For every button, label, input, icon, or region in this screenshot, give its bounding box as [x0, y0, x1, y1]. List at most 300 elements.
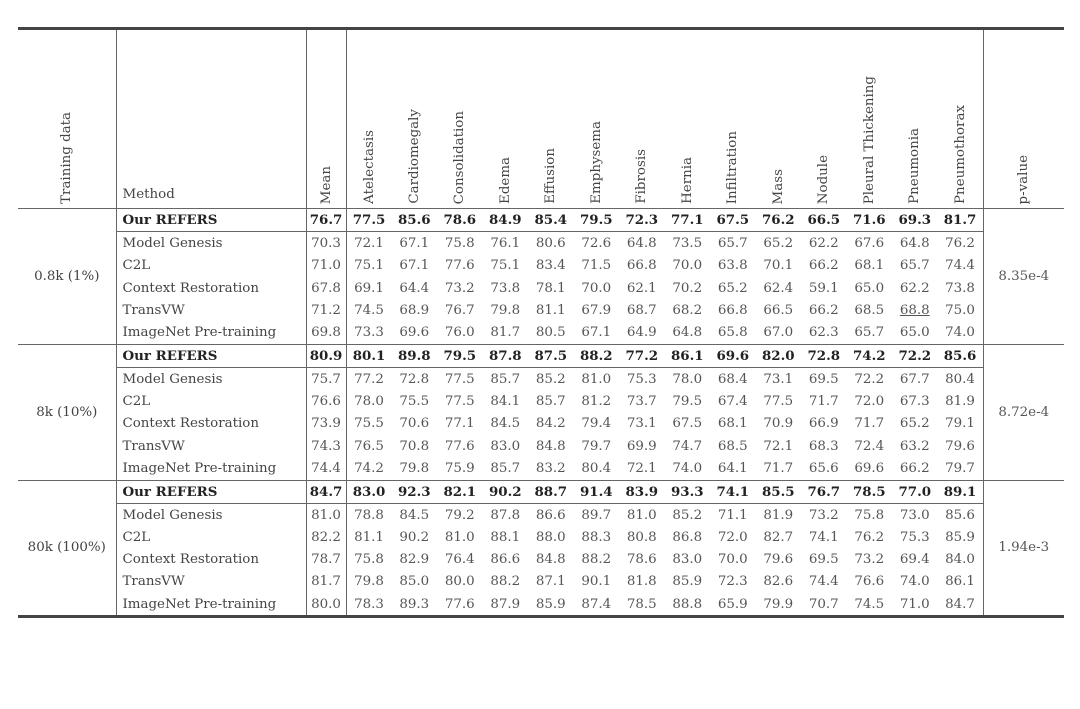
value-text: 69.6 [854, 460, 885, 476]
value-cell [665, 526, 711, 548]
value-text: 66.8 [626, 258, 657, 274]
value-text: 81.7 [490, 325, 521, 341]
p-value-cell: 8.35e-4 [983, 209, 1064, 345]
mean-cell: 75.7 [306, 368, 346, 391]
value-text: 80.0 [444, 574, 475, 590]
value-text: 73.8 [490, 280, 521, 296]
value-text: 73.8 [945, 280, 975, 296]
value-text: 65.2 [763, 235, 794, 251]
value-cell [574, 457, 620, 480]
value-cell [346, 526, 392, 548]
value-cell [801, 503, 847, 526]
value-cell [665, 232, 711, 255]
mean-cell: 71.2 [306, 299, 346, 321]
value-text: 72.8 [399, 371, 430, 387]
table-row [18, 277, 1064, 299]
value-cell [892, 413, 938, 435]
value-text: 68.3 [808, 438, 839, 454]
value-cell [847, 344, 893, 367]
value-cell [938, 593, 984, 617]
mean-cell: 74.4 [306, 457, 346, 480]
value-cell [528, 232, 574, 255]
value-cell [938, 344, 984, 367]
header-disease: Infiltration [710, 29, 756, 209]
value-text: 83.0 [352, 483, 386, 500]
mean-cell: 81.0 [306, 503, 346, 526]
value-cell [756, 593, 802, 617]
value-cell [619, 593, 665, 617]
value-cell [437, 232, 483, 255]
value-cell [665, 593, 711, 617]
value-text: 89.7 [581, 507, 612, 523]
value-cell [938, 390, 984, 412]
value-text: 77.5 [352, 212, 386, 229]
value-text: 80.1 [352, 347, 386, 364]
header-mean: Mean [306, 29, 346, 209]
value-text: 84.1 [490, 394, 521, 410]
value-cell [619, 209, 665, 232]
value-cell [938, 503, 984, 526]
value-text: 81.9 [763, 507, 794, 523]
table-row [18, 390, 1064, 412]
value-text: 88.1 [490, 529, 521, 545]
value-cell [483, 232, 529, 255]
value-cell [619, 368, 665, 391]
value-text: 74.2 [354, 460, 384, 476]
method-cell: Model Genesis [116, 503, 306, 526]
value-cell [392, 299, 438, 321]
value-cell [528, 480, 574, 503]
value-text: 88.8 [672, 596, 703, 612]
value-cell [756, 321, 802, 344]
value-text: 73.3 [354, 325, 384, 341]
value-text: 81.8 [626, 574, 657, 590]
value-cell [892, 593, 938, 617]
value-cell [392, 548, 438, 570]
value-cell [346, 232, 392, 255]
value-cell [528, 277, 574, 299]
value-cell [392, 255, 438, 277]
value-cell [892, 435, 938, 457]
value-cell [892, 548, 938, 570]
value-text: 77.6 [444, 596, 475, 612]
header-disease: Nodule [801, 29, 847, 209]
value-text: 88.0 [535, 529, 566, 545]
value-text: 79.6 [945, 438, 975, 454]
value-text: 69.1 [354, 280, 384, 296]
value-text: 74.2 [852, 347, 886, 364]
table-row [18, 413, 1064, 435]
value-cell [619, 277, 665, 299]
table-row [18, 571, 1064, 593]
mean-cell: 69.8 [306, 321, 346, 344]
value-cell [619, 571, 665, 593]
table-row [18, 368, 1064, 391]
value-cell [528, 368, 574, 391]
value-cell [437, 548, 483, 570]
mean-cell: 74.3 [306, 435, 346, 457]
value-cell [437, 435, 483, 457]
value-cell [392, 344, 438, 367]
value-cell [892, 457, 938, 480]
value-text: 88.2 [490, 574, 521, 590]
value-text: 67.4 [717, 394, 748, 410]
value-text: 79.4 [581, 416, 612, 432]
value-text: 65.0 [854, 280, 885, 296]
value-text: 77.5 [444, 394, 475, 410]
value-text: 83.0 [490, 438, 521, 454]
mean-cell: 82.2 [306, 526, 346, 548]
value-text: 71.1 [717, 507, 748, 523]
value-cell [801, 390, 847, 412]
table-row [18, 457, 1064, 480]
value-text: 59.1 [808, 280, 839, 296]
value-text: 76.2 [945, 235, 975, 251]
value-text: 79.8 [490, 302, 521, 318]
value-text: 85.2 [672, 507, 703, 523]
value-text: 74.0 [899, 574, 930, 590]
value-text: 69.5 [808, 371, 839, 387]
value-text: 72.2 [898, 347, 932, 364]
value-cell [710, 503, 756, 526]
value-text: 76.1 [490, 235, 521, 251]
value-text: 73.5 [672, 235, 703, 251]
value-cell [574, 571, 620, 593]
value-text: 72.3 [625, 212, 659, 229]
value-text: 67.5 [672, 416, 703, 432]
value-cell [528, 503, 574, 526]
value-cell [847, 255, 893, 277]
value-text: 67.1 [399, 235, 430, 251]
value-cell [665, 413, 711, 435]
value-cell [437, 209, 483, 232]
value-text: 71.0 [899, 596, 930, 612]
value-cell [437, 457, 483, 480]
value-cell [847, 390, 893, 412]
header-disease: Effusion [528, 29, 574, 209]
p-value-cell: 1.94e-3 [983, 480, 1064, 617]
header-training-data: Training data [18, 29, 116, 209]
value-text: 85.4 [534, 212, 568, 229]
header-disease: Mass [756, 29, 802, 209]
value-cell [483, 548, 529, 570]
value-cell [574, 480, 620, 503]
mean-cell: 70.3 [306, 232, 346, 255]
value-cell [483, 413, 529, 435]
value-cell [892, 344, 938, 367]
value-text: 66.5 [763, 302, 794, 318]
value-text: 78.6 [443, 212, 477, 229]
value-cell [619, 480, 665, 503]
value-text: 75.5 [354, 416, 384, 432]
value-cell [756, 503, 802, 526]
method-cell: C2L [116, 255, 306, 277]
value-text: 62.2 [899, 280, 930, 296]
value-text: 88.7 [534, 483, 568, 500]
value-text: 83.4 [535, 258, 566, 274]
table-row [18, 526, 1064, 548]
method-cell: TransVW [116, 571, 306, 593]
value-text: 76.7 [444, 302, 475, 318]
value-cell [437, 526, 483, 548]
value-text: 73.1 [763, 371, 794, 387]
value-cell [346, 255, 392, 277]
value-text: 71.7 [808, 394, 839, 410]
value-cell [801, 548, 847, 570]
value-cell [574, 344, 620, 367]
value-cell [437, 255, 483, 277]
training-data-cell: 0.8k (1%) [18, 209, 116, 345]
value-cell [801, 255, 847, 277]
value-cell [392, 413, 438, 435]
value-text: 66.8 [717, 302, 748, 318]
header-p-value: p-value [983, 29, 1064, 209]
method-cell: Context Restoration [116, 548, 306, 570]
value-text: 63.2 [899, 438, 930, 454]
value-text: 86.6 [490, 552, 521, 568]
value-text: 74.5 [854, 596, 885, 612]
p-value-cell: 8.72e-4 [983, 344, 1064, 480]
value-cell [528, 548, 574, 570]
value-cell [938, 548, 984, 570]
value-text: 72.4 [854, 438, 885, 454]
value-cell [574, 368, 620, 391]
value-cell [847, 503, 893, 526]
value-cell [483, 435, 529, 457]
value-text: 74.7 [672, 438, 703, 454]
value-text: 68.5 [717, 438, 748, 454]
method-cell: ImageNet Pre-training [116, 593, 306, 617]
value-cell [710, 321, 756, 344]
value-cell [574, 548, 620, 570]
value-cell [574, 390, 620, 412]
value-text: 83.0 [672, 552, 703, 568]
value-text: 67.3 [899, 394, 930, 410]
value-cell [756, 413, 802, 435]
value-text: 76.2 [854, 529, 885, 545]
value-cell [528, 209, 574, 232]
value-text: 82.1 [443, 483, 477, 500]
value-text: 85.9 [535, 596, 566, 612]
value-text: 65.7 [899, 258, 930, 274]
value-cell [710, 457, 756, 480]
value-text: 70.0 [581, 280, 612, 296]
value-text: 77.2 [625, 347, 659, 364]
value-text: 80.8 [626, 529, 657, 545]
value-cell [756, 344, 802, 367]
value-cell [665, 457, 711, 480]
value-text: 78.1 [535, 280, 566, 296]
value-cell [892, 277, 938, 299]
value-cell [346, 548, 392, 570]
value-text: 78.0 [672, 371, 703, 387]
value-text: 85.6 [397, 212, 431, 229]
value-text: 87.9 [490, 596, 521, 612]
value-text: 85.2 [535, 371, 566, 387]
value-cell [801, 435, 847, 457]
value-cell [574, 232, 620, 255]
header-disease: Edema [483, 29, 529, 209]
value-text: 69.4 [899, 552, 930, 568]
value-cell [801, 571, 847, 593]
value-text: 76.7 [807, 483, 841, 500]
value-cell [665, 503, 711, 526]
value-text: 73.0 [899, 507, 930, 523]
value-text: 85.9 [945, 529, 975, 545]
table-row-ours [18, 344, 1064, 367]
value-text: 79.1 [945, 416, 975, 432]
method-cell: ImageNet Pre-training [116, 457, 306, 480]
value-cell [619, 299, 665, 321]
value-cell [756, 209, 802, 232]
value-text: 82.9 [399, 552, 430, 568]
value-cell [847, 413, 893, 435]
value-text: 80.6 [535, 235, 566, 251]
value-text: 87.4 [581, 596, 612, 612]
value-text: 79.5 [672, 394, 703, 410]
value-cell [710, 299, 756, 321]
table-row [18, 232, 1064, 255]
value-cell [346, 321, 392, 344]
value-cell [619, 255, 665, 277]
value-text: 79.5 [443, 347, 477, 364]
value-cell [392, 321, 438, 344]
value-cell [710, 390, 756, 412]
value-text: 67.5 [716, 212, 750, 229]
table-row-ours [18, 209, 1064, 232]
value-cell [483, 277, 529, 299]
value-cell [483, 526, 529, 548]
value-cell [847, 571, 893, 593]
value-cell [847, 321, 893, 344]
table-row [18, 435, 1064, 457]
value-text: 75.0 [945, 302, 975, 318]
value-cell [392, 593, 438, 617]
value-cell [665, 209, 711, 232]
value-cell [574, 413, 620, 435]
value-text: 81.0 [444, 529, 475, 545]
value-cell [801, 344, 847, 367]
value-cell [665, 480, 711, 503]
value-text: 74.4 [945, 258, 975, 274]
value-cell [528, 571, 574, 593]
value-cell [756, 526, 802, 548]
value-text: 67.1 [581, 325, 612, 341]
value-text: 88.3 [581, 529, 612, 545]
value-text: 71.6 [852, 212, 886, 229]
value-text: 64.1 [717, 460, 748, 476]
value-text: 72.6 [581, 235, 612, 251]
value-text: 74.5 [354, 302, 384, 318]
value-text: 70.7 [808, 596, 839, 612]
value-cell [346, 390, 392, 412]
header-disease: Pleural Thickening [847, 29, 893, 209]
results-table [18, 27, 1064, 618]
value-text: 73.1 [626, 416, 657, 432]
table-row [18, 321, 1064, 344]
value-text: 77.6 [444, 438, 475, 454]
value-text: 76.4 [444, 552, 475, 568]
value-cell [392, 277, 438, 299]
value-text: 80.4 [945, 371, 975, 387]
value-text: 77.5 [763, 394, 794, 410]
value-cell [392, 390, 438, 412]
value-cell [665, 255, 711, 277]
value-text: 66.9 [808, 416, 839, 432]
value-cell [483, 209, 529, 232]
value-text: 73.2 [854, 552, 885, 568]
value-cell [847, 480, 893, 503]
value-cell [437, 368, 483, 391]
value-text: 86.6 [535, 507, 566, 523]
value-cell [483, 390, 529, 412]
header-disease: Cardiomegaly [392, 29, 438, 209]
value-text: 72.0 [717, 529, 748, 545]
value-cell [574, 593, 620, 617]
value-cell [756, 435, 802, 457]
mean-cell: 73.9 [306, 413, 346, 435]
value-text: 64.8 [899, 235, 930, 251]
value-cell [938, 571, 984, 593]
value-text: 75.1 [354, 258, 384, 274]
value-cell [756, 277, 802, 299]
mean-cell: 78.7 [306, 548, 346, 570]
value-cell [801, 321, 847, 344]
value-text: 85.5 [761, 483, 795, 500]
method-cell: Model Genesis [116, 368, 306, 391]
value-cell [346, 209, 392, 232]
value-text: 82.7 [763, 529, 794, 545]
value-cell [437, 480, 483, 503]
value-cell [392, 480, 438, 503]
value-text: 72.1 [763, 438, 794, 454]
value-cell [710, 209, 756, 232]
value-text: 66.2 [899, 460, 930, 476]
value-text: 68.1 [717, 416, 748, 432]
value-cell [483, 299, 529, 321]
value-text: 68.1 [854, 258, 885, 274]
value-text: 67.1 [399, 258, 430, 274]
value-cell [892, 480, 938, 503]
value-cell [392, 232, 438, 255]
mean-cell: 80.9 [306, 344, 346, 367]
value-text: 87.1 [535, 574, 566, 590]
value-cell [574, 299, 620, 321]
value-cell [756, 571, 802, 593]
header-disease: Pneumothorax [938, 29, 984, 209]
value-text: 77.1 [670, 212, 704, 229]
value-cell [346, 457, 392, 480]
value-text: 79.8 [399, 460, 430, 476]
header-disease: Fibrosis [619, 29, 665, 209]
value-cell [801, 593, 847, 617]
value-text: 84.5 [490, 416, 521, 432]
value-cell [801, 232, 847, 255]
value-cell [346, 299, 392, 321]
value-cell [528, 593, 574, 617]
value-cell [710, 571, 756, 593]
value-text: 84.7 [945, 596, 975, 612]
value-cell [847, 526, 893, 548]
value-cell [437, 390, 483, 412]
value-text: 86.1 [670, 347, 704, 364]
value-text: 75.8 [354, 552, 384, 568]
method-cell: Our REFERS [116, 209, 306, 232]
value-text: 64.8 [672, 325, 703, 341]
value-text: 89.1 [943, 483, 977, 500]
value-cell [847, 299, 893, 321]
value-text: 75.5 [399, 394, 430, 410]
